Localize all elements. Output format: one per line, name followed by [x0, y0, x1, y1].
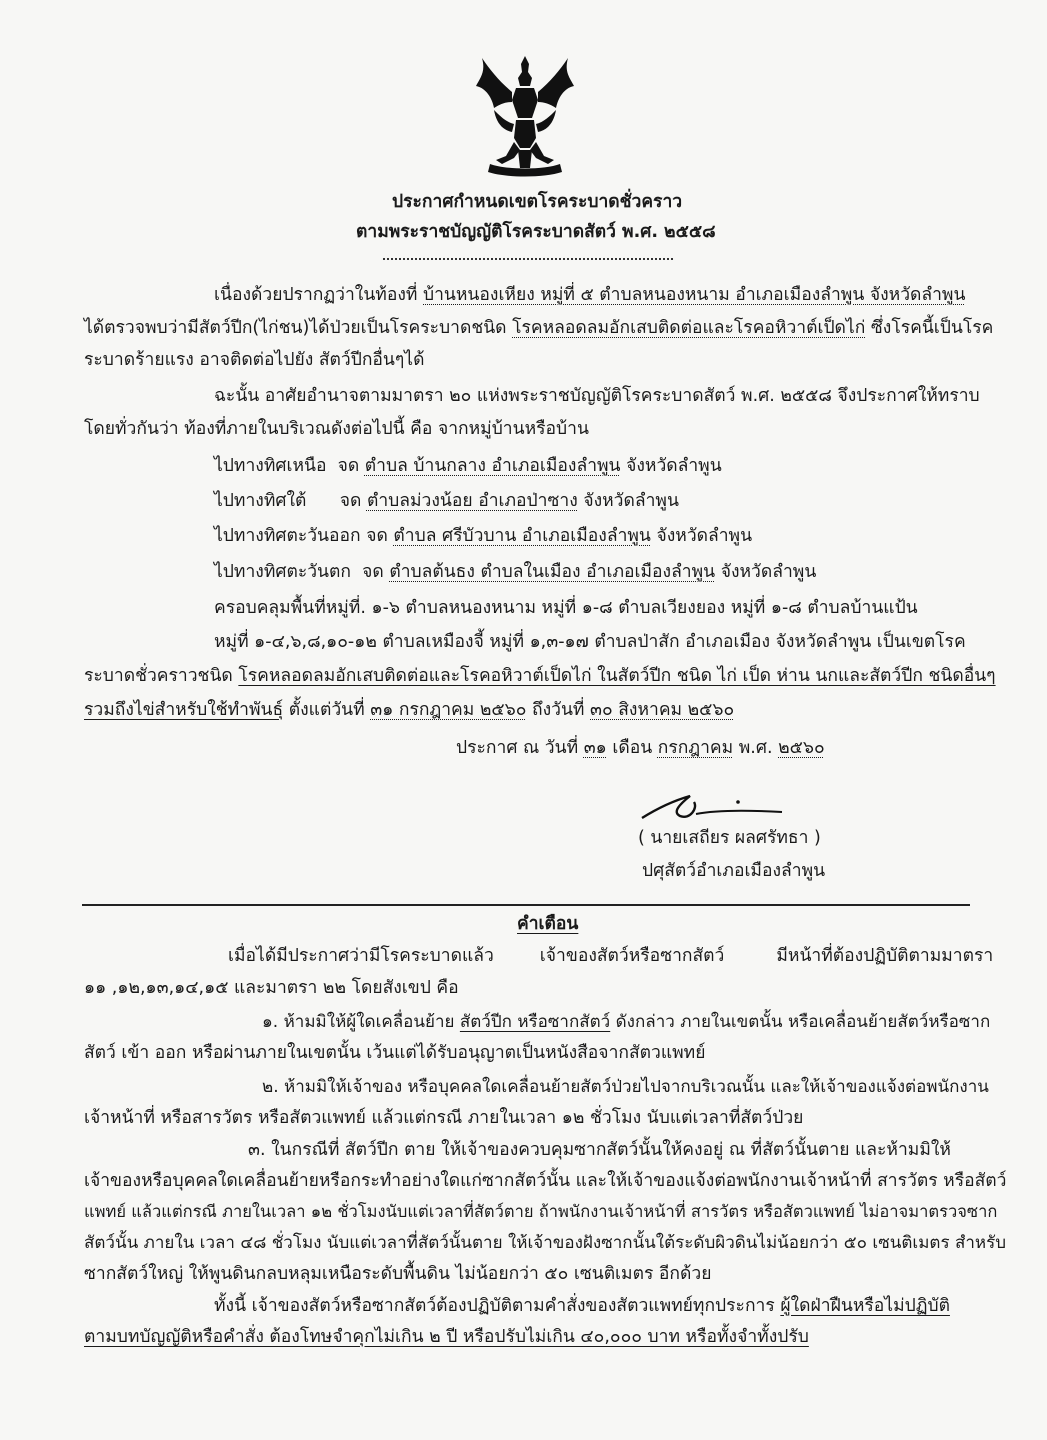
garuda-emblem-icon: [472, 52, 578, 180]
rule-3-line-3: แพทย์ แล้วแต่กรณี ภายในเวลา ๑๒ ชั่วโมงนับแต่เวลาที่สัตว์ตาย ถ้าพนักงานเจ้าหน้าที่ สารวัตร หรือสัตวแพทย์ ไม่อาจมาตรวจซาก: [84, 1202, 998, 1221]
warning-heading: คำเตือน: [517, 914, 579, 934]
rule-3-line-2: เจ้าของหรือบุคคลใดเคลื่อนย้ายหรือกระทำอย่างใดแก่ซากสัตว์นั้น และให้เจ้าของแจ้งต่อพนักงานเจ้าหน้าที่ สารวัตร หรือสัตว์: [84, 1171, 1007, 1191]
intro-line-1: เนื่องด้วยปรากฏว่าในท้องที่ บ้านหนองเหียง หมู่ที่ ๕ ตำบลหนองหนาม อำเภอเมืองลำพูน จังหวัดลำพูน: [214, 285, 966, 305]
boundary-west: ไปทางทิศตะวันตก จด ตำบลต้นธง ตำบลในเมือง อำเภอเมืองลำพูน จังหวัดลำพูน: [214, 562, 817, 582]
disease-name: โรคหลอดลมอักเสบติดต่อและโรคอหิวาต์เป็ดไก่: [512, 318, 866, 338]
authority-line-1: ฉะนั้น อาศัยอำนาจตามมาตรา ๒๐ แห่งพระราชบัญญัติโรคระบาดสัตว์ พ.ศ. ๒๕๕๘ จึงประกาศให้ทราบ: [214, 386, 980, 406]
intro-line-3: ระบาดร้ายแรง อาจติดต่อไปยัง สัตว์ปีกอื่นๆได้: [84, 350, 425, 370]
penalty-line-2: ตามบทบัญญัติหรือคำสั่ง ต้องโทษจำคุกไม่เกิน ๒ ปี หรือปรับไม่เกิน ๔๐,๐๐๐ บาท หรือทั้งจำทั้งปรับ: [84, 1327, 809, 1347]
rule-3-line-5: ซากสัตว์ใหญ่ ให้พูนดินกลบหลุมเหนือระดับพื้นดิน ไม่น้อยกว่า ๕๐ เซนติเมตร อีกด้วย: [84, 1264, 712, 1284]
rule-2-line-1: ๒. ห้ามมิให้เจ้าของ หรือบุคคลใดเคลื่อนย้ายสัตว์ป่วยไปจากบริเวณนั้น และให้เจ้าของแจ้งต่อพนักงาน: [262, 1077, 989, 1097]
title-line-2: ตามพระราชบัญญัติโรคระบาดสัตว์ พ.ศ. ๒๕๕๘: [356, 222, 716, 242]
coverage-line-2: หมู่ที่ ๑-๔,๖,๘,๑๐-๑๒ ตำบลเหมืองจี้ หมู่ที่ ๑,๓-๑๗ ตำบลป่าสัก อำเภอเมือง จังหวัดลำพูน เป็นเขตโรค: [214, 632, 966, 652]
rule-1-line-1: ๑. ห้ามมิให้ผู้ใดเคลื่อนย้าย สัตว์ปีก หรือซากสัตว์ ดังกล่าว ภายในเขตนั้น หรือเคลื่อนย้ายสัตว์หรือซาก: [262, 1012, 991, 1032]
title-line-1: ประกาศกำหนดเขตโรคระบาดชั่วคราว: [392, 192, 683, 212]
section-divider: [82, 904, 970, 906]
affected-location: บ้านหนองเหียง หมู่ที่ ๕ ตำบลหนองหนาม อำเภอเมืองลำพูน จังหวัดลำพูน: [423, 285, 966, 305]
signature-icon: [636, 786, 786, 826]
rule-3-line-1: ๓. ในกรณีที่ สัตว์ปีก ตาย ให้เจ้าของควบคุมซากสัตว์นั้นให้คงอยู่ ณ ที่สัตว์นั้นตาย และห้ามมิให้: [248, 1140, 951, 1160]
boundary-south: ไปทางทิศใต้ จด ตำบลม่วงน้อย อำเภอป่าซาง จังหวัดลำพูน: [214, 491, 679, 511]
rule-2-line-2: เจ้าหน้าที่ หรือสารวัตร หรือสัตวแพทย์ แล้วแต่กรณี ภายในเวลา ๑๒ ชั่วโมง นับแต่เวลาที่สัตว์ป่วย: [84, 1108, 804, 1128]
coverage-line-4: รวมถึงไข่สำหรับใช้ทำพันธุ์ ตั้งแต่วันที่ ๓๑ กรกฎาคม ๒๕๖๐ ถึงวันที่ ๓๐ สิงหาคม ๒๕๖๐: [84, 700, 735, 720]
coverage-line-3: ระบาดชั่วคราวชนิด โรคหลอดลมอักเสบติดต่อและโรคอหิวาต์เป็ดไก่ ในสัตว์ปีก ชนิด ไก่ เป็ด ห่าน นกและสัตว์ปีก ชนิดอื่นๆ: [84, 666, 996, 686]
rule-1-line-2: สัตว์ เข้า ออก หรือผ่านภายในเขตนั้น เว้นแต่ได้รับอนุญาตเป็นหนังสือจากสัตวแพทย์: [84, 1043, 706, 1063]
boundary-east: ไปทางทิศตะวันออก จด ตำบล ศรีบัวบาน อำเภอเมืองลำพูน จังหวัดลำพูน: [214, 526, 753, 546]
penalty-line-1: ทั้งนี้ เจ้าของสัตว์หรือซากสัตว์ต้องปฏิบัติตามคำสั่งของสัตวแพทย์ทุกประการ ผู้ใดฝ่าฝืนหรือไม่ปฏิบัติ: [214, 1296, 950, 1316]
title-divider: [383, 258, 673, 260]
intro-line-2: ได้ตรวจพบว่ามีสัตว์ปีก(ไก่ชน)ได้ป่วยเป็นโรคระบาดชนิด โรคหลอดลมอักเสบติดต่อและโรคอหิวาต์เป็ดไก่ ซึ่งโรคนี้เป็นโรค: [84, 318, 994, 338]
coverage-line-1: ครอบคลุมพื้นที่หมู่ที่. ๑-๖ ตำบลหนองหนาม หมู่ที่ ๑-๘ ตำบลเวียงยอง หมู่ที่ ๑-๘ ตำบลบ้านแป้น: [214, 598, 918, 618]
authority-line-2: โดยทั่วกันว่า ท้องที่ภายในบริเวณดังต่อไปนี้ คือ จากหมู่บ้านหรือบ้าน: [84, 419, 589, 439]
signatory-position: ปศุสัตว์อำเภอเมืองลำพูน: [642, 861, 826, 881]
signatory-name: ( นายเสถียร ผลศรัทธา ): [638, 828, 821, 848]
announce-date: ประกาศ ณ วันที่ ๓๑ เดือน กรกฎาคม พ.ศ. ๒๕๖๐: [456, 738, 825, 758]
warning-intro-2: ๑๑ ,๑๒,๑๓,๑๔,๑๕ และมาตรา ๒๒ โดยสังเขป คือ: [84, 978, 459, 998]
warning-intro-1: เมื่อได้มีประกาศว่ามีโรคระบาดแล้ว เจ้าของสัตว์หรือซากสัตว์ มีหน้าที่ต้องปฏิบัติตามมาตรา: [228, 946, 994, 966]
boundary-north: ไปทางทิศเหนือ จด ตำบล บ้านกลาง อำเภอเมืองลำพูน จังหวัดลำพูน: [214, 456, 722, 476]
rule-3-line-4: สัตว์นั้น ภายใน เวลา ๔๘ ชั่วโมง นับแต่เวลาที่สัตว์นั้นตาย ให้เจ้าของฝังซากนั้นใต้ระดับผิวดินไม่น้อยกว่า ๕๐ เซนติเมตร สำหรับ: [84, 1233, 1007, 1253]
